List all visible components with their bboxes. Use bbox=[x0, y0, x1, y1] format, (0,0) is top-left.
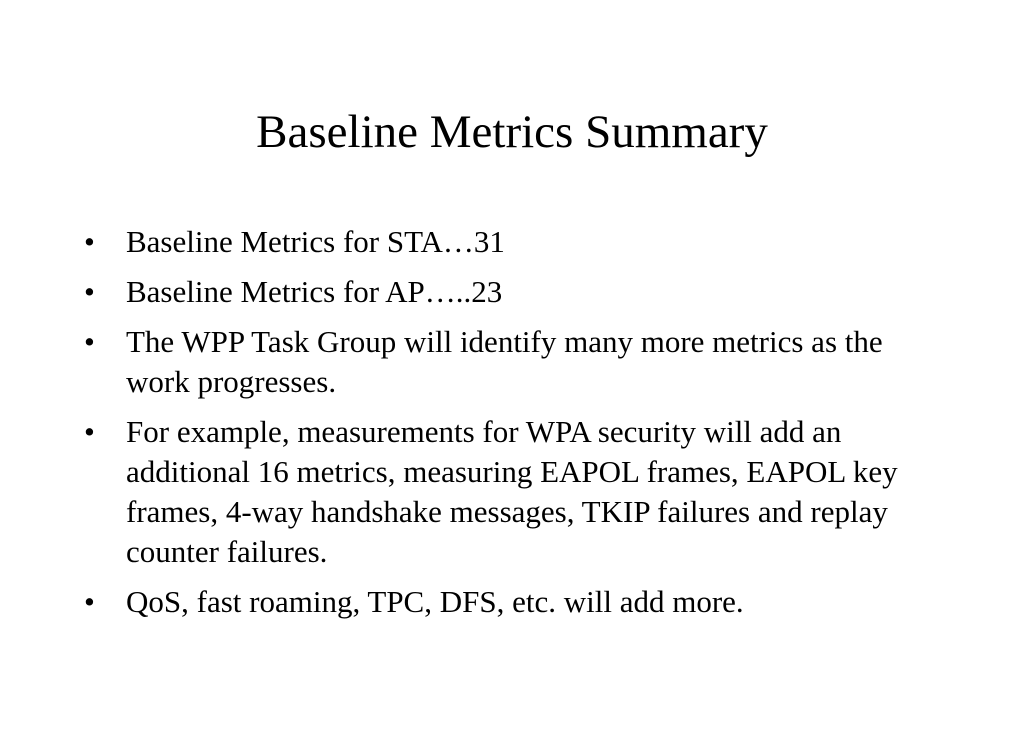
bullet-dot-icon: • bbox=[84, 274, 95, 309]
bullet-text: Baseline Metrics for AP…..23 bbox=[126, 274, 503, 309]
bullet-item bbox=[84, 222, 944, 262]
bullet-item bbox=[84, 322, 944, 402]
bullet-dot-icon: • bbox=[84, 324, 95, 359]
slide-title: Baseline Metrics Summary bbox=[256, 106, 768, 158]
bullet-text: For example, measurements for WPA security will add an additional 16 metrics, measuring EAPOL frames, EAPOL key frames, 4-way handshake messages, TKIP failures and replay counter failures. bbox=[126, 414, 898, 569]
bullet-dot-icon: • bbox=[84, 224, 95, 259]
bullet-item bbox=[84, 412, 944, 572]
bullet-dot-icon: • bbox=[84, 584, 95, 619]
bullet-text: The WPP Task Group will identify many more metrics as the work progresses. bbox=[126, 324, 883, 399]
bullet-text: QoS, fast roaming, TPC, DFS, etc. will add more. bbox=[126, 584, 744, 619]
bullet-text: Baseline Metrics for STA…31 bbox=[126, 224, 505, 259]
bullet-item bbox=[84, 582, 944, 622]
bullet-dot-icon: • bbox=[84, 414, 95, 449]
bullet-list bbox=[84, 222, 944, 632]
bullet-item bbox=[84, 272, 944, 312]
